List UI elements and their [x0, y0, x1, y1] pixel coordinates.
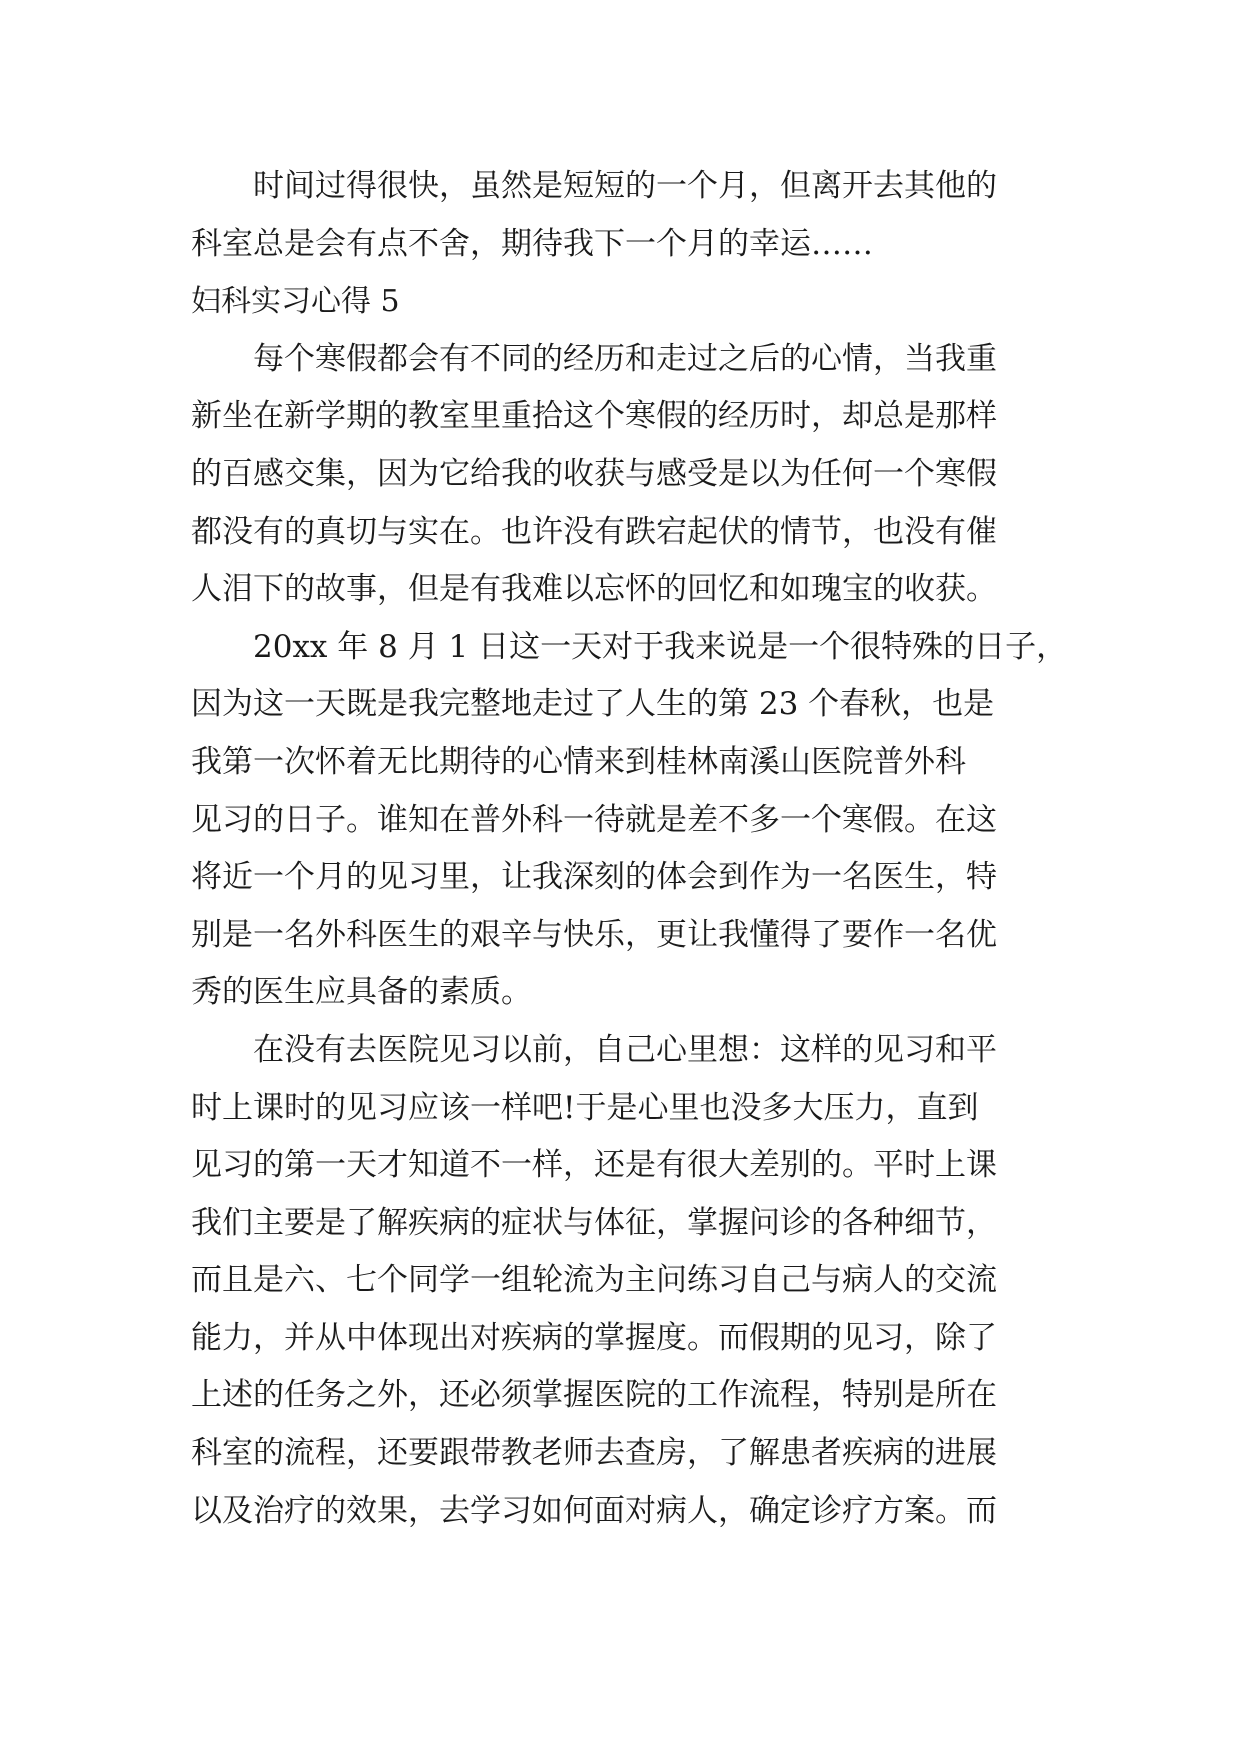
text-line: 都没有的真切与实在。也许没有跌宕起伏的情节，也没有催	[191, 513, 997, 550]
text-line: 能力，并从中体现出对疾病的掌握度。而假期的见习，除了	[191, 1319, 997, 1356]
text-line: 将近一个月的见习里，让我深刻的体会到作为一名医生，特	[191, 859, 997, 896]
text-line: 别是一名外科医生的艰辛与快乐，更让我懂得了要作一名优	[191, 916, 997, 953]
text-line: 的百感交集，因为它给我的收获与感受是以为任何一个寒假	[191, 455, 997, 492]
text-line: 时间过得很快，虽然是短短的一个月，但离开去其他的	[253, 168, 997, 204]
text-line: 因为这一天既是我完整地走过了人生的第 23 个春秋，也是	[191, 686, 995, 723]
text-line: 科室总是会有点不舍，期待我下一个月的幸运……	[191, 225, 873, 262]
text-line: 新坐在新学期的教室里重拾这个寒假的经历时，却总是那样	[191, 398, 997, 435]
text-line: 每个寒假都会有不同的经历和走过之后的心情，当我重	[253, 340, 997, 377]
section-heading: 妇科实习心得 5	[191, 284, 400, 320]
text-line: 在没有去医院见习以前，自己心里想：这样的见习和平	[253, 1031, 997, 1068]
text-line: 见习的日子。谁知在普外科一待就是差不多一个寒假。在这	[191, 801, 997, 838]
text-line: 我们主要是了解疾病的症状与体征，掌握问诊的各种细节，	[191, 1204, 997, 1241]
text-line: 20xx 年 8 月 1 日这一天对于我来说是一个很特殊的日子，	[253, 628, 1068, 665]
text-line: 见习的第一天才知道不一样，还是有很大差别的。平时上课	[191, 1147, 997, 1184]
text-line: 人泪下的故事，但是有我难以忘怀的回忆和如瑰宝的收获。	[191, 571, 997, 608]
text-line: 时上课时的见习应该一样吧!于是心里也没多大压力，直到	[191, 1089, 979, 1126]
text-line: 上述的任务之外，还必须掌握医院的工作流程，特别是所在	[191, 1377, 997, 1414]
text-line: 以及治疗的效果，去学习如何面对病人，确定诊疗方案。而	[191, 1492, 997, 1529]
text-line: 我第一次怀着无比期待的心情来到桂林南溪山医院普外科	[191, 743, 966, 780]
text-line: 科室的流程，还要跟带教老师去查房，了解患者疾病的进展	[191, 1435, 997, 1472]
text-line: 秀的医生应具备的素质。	[191, 974, 532, 1011]
document-body	[191, 158, 1068, 1540]
text-line: 而且是六、七个同学一组轮流为主问练习自己与病人的交流	[191, 1262, 997, 1299]
